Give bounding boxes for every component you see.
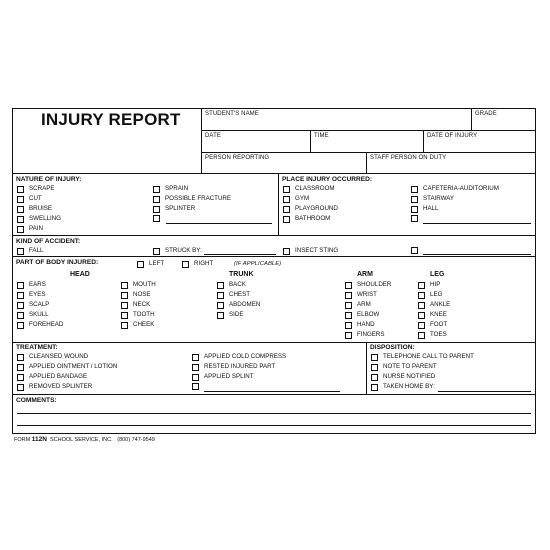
checkbox[interactable] bbox=[17, 354, 24, 361]
checkbox[interactable] bbox=[153, 186, 160, 193]
treatment-other-option[interactable] bbox=[192, 383, 204, 390]
checkbox[interactable] bbox=[192, 354, 199, 361]
treatment-option[interactable]: RESTED INJURED PART bbox=[192, 363, 275, 371]
checkbox[interactable] bbox=[137, 261, 144, 268]
leg-option[interactable]: LEG bbox=[418, 291, 442, 299]
taken-home-by-line[interactable] bbox=[438, 391, 531, 392]
trunk-option[interactable]: CHEST bbox=[217, 291, 250, 299]
checkbox[interactable] bbox=[192, 383, 199, 390]
divider bbox=[12, 342, 536, 343]
treatment-other-line[interactable] bbox=[204, 391, 340, 392]
staff-person-field[interactable]: STAFF PERSON ON DUTY bbox=[370, 155, 447, 161]
checkbox[interactable] bbox=[283, 196, 290, 203]
accident-heading: KIND OF ACCIDENT: bbox=[16, 238, 81, 245]
checkbox[interactable] bbox=[418, 292, 425, 299]
checkbox[interactable] bbox=[17, 226, 24, 233]
checkbox[interactable] bbox=[153, 206, 160, 213]
divider bbox=[12, 173, 536, 174]
divider bbox=[201, 130, 536, 131]
checkbox[interactable] bbox=[182, 261, 189, 268]
checkbox[interactable] bbox=[17, 384, 24, 391]
divider bbox=[366, 342, 367, 394]
trunk-option[interactable]: ABDOMEN bbox=[217, 301, 260, 309]
head-option[interactable]: MOUTH bbox=[121, 281, 156, 289]
head-option[interactable]: SKULL bbox=[17, 311, 49, 319]
checkbox[interactable] bbox=[283, 186, 290, 193]
treatment-option[interactable]: APPLIED COLD COMPRESS bbox=[192, 353, 286, 361]
nature-option[interactable]: POSSIBLE FRACTURE bbox=[153, 195, 231, 203]
checkbox[interactable] bbox=[217, 292, 224, 299]
checkbox[interactable] bbox=[17, 282, 24, 289]
trunk-label: TRUNK bbox=[229, 271, 254, 278]
divider bbox=[12, 235, 536, 236]
arm-label: ARM bbox=[357, 271, 373, 278]
disposition-heading: DISPOSITION: bbox=[370, 344, 415, 351]
date-field[interactable]: DATE bbox=[205, 133, 221, 139]
divider bbox=[471, 108, 472, 130]
nature-option[interactable]: SCRAPE bbox=[17, 185, 54, 193]
checkbox[interactable] bbox=[371, 374, 378, 381]
head-option[interactable]: EARS bbox=[17, 281, 46, 289]
place-option[interactable]: GYM bbox=[283, 195, 309, 203]
if-applicable-note: (IF APPLICABLE) bbox=[234, 261, 282, 267]
nature-option[interactable]: PAIN bbox=[17, 225, 43, 233]
page-title: INJURY REPORT bbox=[41, 110, 181, 129]
head-option[interactable]: CHEEK bbox=[121, 321, 154, 329]
divider bbox=[310, 130, 311, 152]
checkbox[interactable] bbox=[345, 302, 352, 309]
leg-label: LEG bbox=[430, 271, 445, 278]
place-other-line[interactable] bbox=[423, 223, 531, 224]
divider bbox=[423, 130, 424, 152]
treatment-option[interactable]: APPLIED SPLINT bbox=[192, 373, 254, 381]
comments-line[interactable] bbox=[17, 425, 531, 426]
head-option[interactable]: EYES bbox=[17, 291, 46, 299]
trunk-option[interactable]: BACK bbox=[217, 281, 246, 289]
body-heading: PART OF BODY INJURED: bbox=[16, 259, 99, 266]
trunk-option[interactable]: SIDE bbox=[217, 311, 243, 319]
checkbox[interactable] bbox=[371, 384, 378, 391]
divider bbox=[12, 394, 536, 395]
arm-option[interactable]: ARM bbox=[345, 301, 371, 309]
nature-heading: NATURE OF INJURY: bbox=[16, 176, 82, 183]
accident-other-line[interactable] bbox=[423, 254, 531, 255]
nature-option[interactable]: BRUISE bbox=[17, 205, 52, 213]
checkbox[interactable] bbox=[153, 215, 160, 222]
place-option[interactable]: CLASSROOM bbox=[283, 185, 335, 193]
checkbox[interactable] bbox=[121, 292, 128, 299]
body-side-right[interactable]: RIGHT bbox=[182, 260, 213, 268]
checkbox[interactable] bbox=[121, 312, 128, 319]
person-reporting-field[interactable]: PERSON REPORTING bbox=[205, 155, 270, 161]
arm-option[interactable]: FINGERS bbox=[345, 331, 385, 339]
checkbox[interactable] bbox=[411, 206, 418, 213]
checkbox[interactable] bbox=[17, 374, 24, 381]
checkbox[interactable] bbox=[17, 248, 24, 255]
arm-option[interactable]: HAND bbox=[345, 321, 375, 329]
grade-field[interactable]: GRADE bbox=[475, 111, 497, 117]
checkbox[interactable] bbox=[17, 206, 24, 213]
disposition-option[interactable]: NOTE TO PARENT bbox=[371, 363, 437, 371]
checkbox[interactable] bbox=[17, 196, 24, 203]
checkbox[interactable] bbox=[17, 322, 24, 329]
place-option[interactable]: BATHROOM bbox=[283, 215, 330, 223]
checkbox[interactable] bbox=[192, 374, 199, 381]
checkbox[interactable] bbox=[418, 312, 425, 319]
checkbox[interactable] bbox=[17, 302, 24, 309]
treatment-option[interactable]: REMOVED SPLINTER bbox=[17, 383, 92, 391]
checkbox[interactable] bbox=[345, 312, 352, 319]
place-option[interactable]: PLAYGROUND bbox=[283, 205, 338, 213]
head-option[interactable]: SCALP bbox=[17, 301, 49, 309]
struck-by-line[interactable] bbox=[204, 254, 276, 255]
checkbox[interactable] bbox=[283, 216, 290, 223]
checkbox[interactable] bbox=[217, 312, 224, 319]
nature-option[interactable]: SWELLING bbox=[17, 215, 61, 223]
treatment-option[interactable]: APPLIED BANDAGE bbox=[17, 373, 87, 381]
checkbox[interactable] bbox=[418, 302, 425, 309]
checkbox[interactable] bbox=[17, 364, 24, 371]
checkbox[interactable] bbox=[345, 282, 352, 289]
checkbox[interactable] bbox=[121, 322, 128, 329]
checkbox[interactable] bbox=[17, 292, 24, 299]
disposition-option[interactable]: TAKEN HOME BY: bbox=[371, 383, 435, 391]
checkbox[interactable] bbox=[345, 332, 352, 339]
checkbox[interactable] bbox=[17, 216, 24, 223]
treatment-option[interactable]: APPLIED OINTMENT / LOTION bbox=[17, 363, 117, 371]
checkbox[interactable] bbox=[153, 248, 160, 255]
checkbox[interactable] bbox=[371, 364, 378, 371]
place-option[interactable]: HALL bbox=[411, 205, 438, 213]
body-side-left[interactable]: LEFT bbox=[137, 260, 164, 268]
divider bbox=[201, 152, 536, 153]
head-label: HEAD bbox=[70, 271, 90, 278]
arm-option[interactable]: SHOULDER bbox=[345, 281, 391, 289]
divider bbox=[12, 256, 536, 257]
head-option[interactable]: TOOTH bbox=[121, 311, 155, 319]
checkbox[interactable] bbox=[192, 364, 199, 371]
nature-other-line[interactable] bbox=[166, 223, 272, 224]
checkbox[interactable] bbox=[283, 206, 290, 213]
accident-other-option[interactable] bbox=[411, 247, 423, 254]
divider bbox=[201, 108, 202, 173]
checkbox[interactable] bbox=[217, 282, 224, 289]
checkbox[interactable] bbox=[411, 215, 418, 222]
checkbox[interactable] bbox=[345, 322, 352, 329]
form-footer: FORM 112N SCHOOL SERVICE, INC. (800) 747-9549 bbox=[14, 436, 155, 443]
treatment-heading: TREATMENT: bbox=[16, 344, 58, 351]
date-of-injury-field[interactable]: DATE OF INJURY bbox=[427, 133, 478, 139]
checkbox[interactable] bbox=[411, 196, 418, 203]
checkbox[interactable] bbox=[418, 332, 425, 339]
nature-option[interactable]: CUT bbox=[17, 195, 42, 203]
checkbox[interactable] bbox=[411, 186, 418, 193]
checkbox[interactable] bbox=[418, 322, 425, 329]
leg-option[interactable]: FOOT bbox=[418, 321, 447, 329]
nature-option[interactable]: SPLINTER bbox=[153, 205, 195, 213]
disposition-option[interactable]: TELEPHONE CALL TO PARENT bbox=[371, 353, 474, 361]
place-heading: PLACE INJURY OCCURRED: bbox=[282, 176, 373, 183]
place-option[interactable]: CAFETERIA-AUDITORIUM bbox=[411, 185, 499, 193]
leg-option[interactable]: HIP bbox=[418, 281, 440, 289]
nature-option[interactable]: SPRAIN bbox=[153, 185, 188, 193]
student-name-field[interactable]: STUDENT'S NAME bbox=[205, 111, 259, 117]
arm-option[interactable]: WRIST bbox=[345, 291, 377, 299]
comments-line[interactable] bbox=[17, 413, 531, 414]
checkbox[interactable] bbox=[411, 247, 418, 254]
head-option[interactable]: FOREHEAD bbox=[17, 321, 63, 329]
comments-heading: COMMENTS: bbox=[16, 397, 57, 404]
accident-option-struck[interactable]: STRUCK BY: bbox=[153, 247, 202, 255]
treatment-option[interactable]: CLEANSED WOUND bbox=[17, 353, 88, 361]
checkbox[interactable] bbox=[371, 354, 378, 361]
time-field[interactable]: TIME bbox=[314, 133, 329, 139]
accident-option-sting[interactable]: INSECT STING bbox=[283, 247, 338, 255]
leg-option[interactable]: KNEE bbox=[418, 311, 447, 319]
leg-option[interactable]: TOES bbox=[418, 331, 447, 339]
arm-option[interactable]: ELBOW bbox=[345, 311, 379, 319]
checkbox[interactable] bbox=[17, 312, 24, 319]
accident-option-fall[interactable]: FALL bbox=[17, 247, 43, 255]
head-option[interactable]: NECK bbox=[121, 301, 150, 309]
divider bbox=[366, 152, 367, 173]
disposition-option[interactable]: NURSE NOTIFIED bbox=[371, 373, 435, 381]
checkbox[interactable] bbox=[153, 196, 160, 203]
checkbox[interactable] bbox=[418, 282, 425, 289]
checkbox[interactable] bbox=[345, 292, 352, 299]
place-option[interactable]: STAIRWAY bbox=[411, 195, 454, 203]
head-option[interactable]: NOSE bbox=[121, 291, 151, 299]
checkbox[interactable] bbox=[121, 302, 128, 309]
nature-other-option[interactable] bbox=[153, 215, 165, 222]
place-other-option[interactable] bbox=[411, 215, 423, 222]
checkbox[interactable] bbox=[17, 186, 24, 193]
checkbox[interactable] bbox=[217, 302, 224, 309]
leg-option[interactable]: ANKLE bbox=[418, 301, 450, 309]
checkbox[interactable] bbox=[121, 282, 128, 289]
divider bbox=[278, 173, 279, 235]
checkbox[interactable] bbox=[283, 248, 290, 255]
